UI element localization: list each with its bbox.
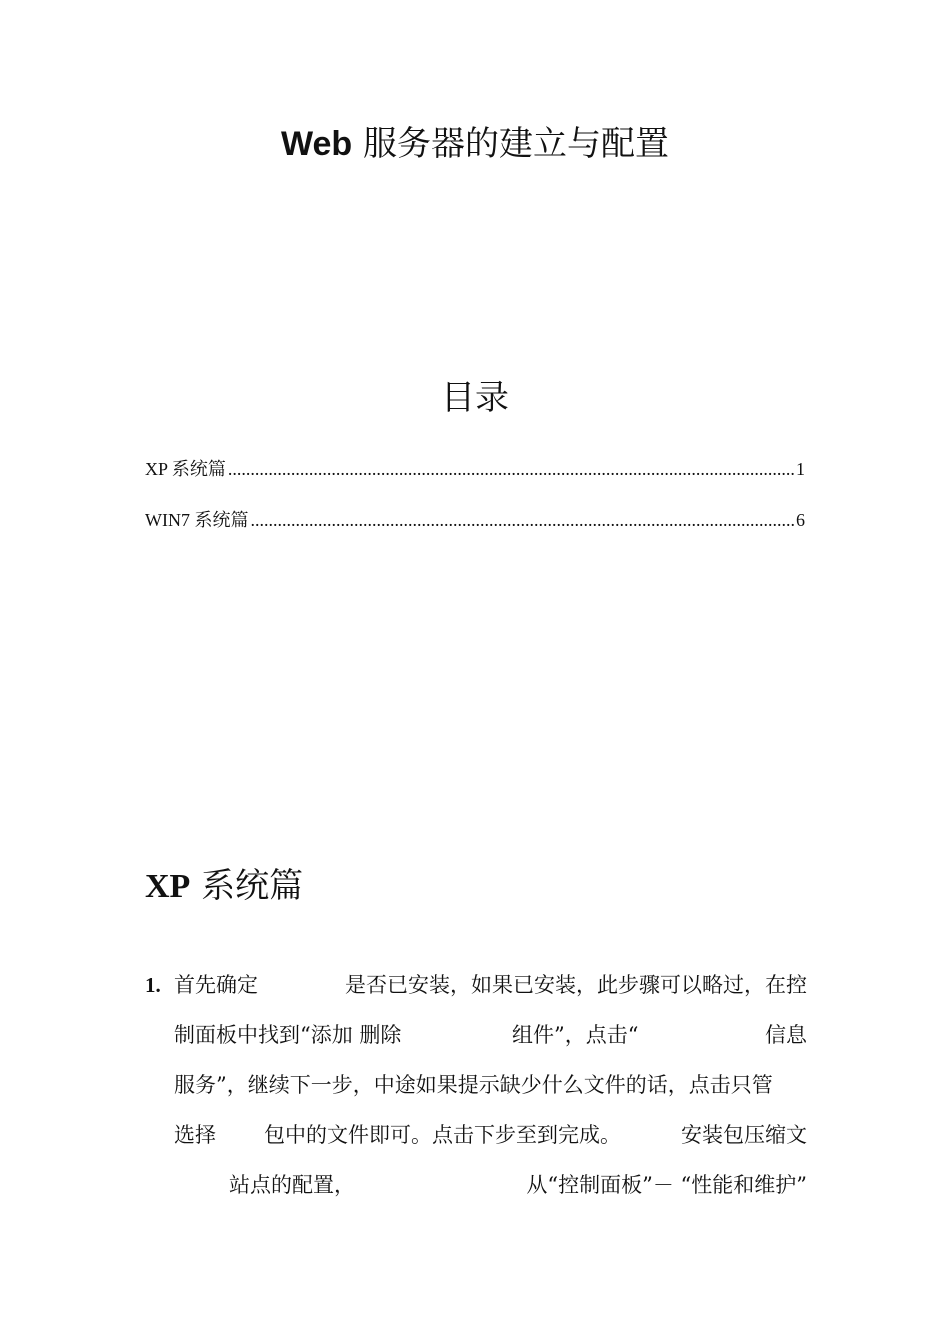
toc-leader-dots: [228, 457, 794, 481]
toc-heading: 目录: [441, 378, 509, 418]
text-segment: 站点的配置，: [229, 1173, 355, 1197]
paragraph-line-3: [174, 1060, 807, 1110]
paragraph-line-5: [174, 1160, 807, 1210]
toc-entry-page: 1: [796, 459, 805, 479]
toc-entry-label: XP 系统篇: [145, 459, 226, 479]
section-heading-latin: XP: [145, 868, 191, 905]
toc-entry-page: 6: [796, 510, 805, 530]
text-segment: 安装包压缩文: [681, 1123, 807, 1147]
document-title: [0, 122, 950, 166]
text-segment: 首先确定: [174, 973, 258, 997]
section-heading-xp: [145, 862, 303, 911]
paragraph-line-2: [174, 1010, 807, 1060]
toc-entry-win7[interactable]: [145, 508, 805, 532]
text-segment: 包中的文件即可。点击下步至到完成。: [264, 1123, 621, 1147]
text-segment: 服务”，继续下一步，中途如果提示缺少什么文件的话，点击只管: [174, 1073, 773, 1097]
toc-entry-xp[interactable]: [145, 457, 805, 481]
title-cjk: 服务器的建立与配置: [352, 124, 669, 164]
text-segment: 是否已安装，如果已安装，此步骤可以略过，在控: [345, 973, 807, 997]
text-segment: 选择: [174, 1123, 216, 1147]
paragraph-line-4: [174, 1110, 807, 1160]
list-item-number: 1.: [145, 973, 161, 997]
toc-entry-label: WIN7 系统篇: [145, 510, 249, 530]
toc-leader-dots: [250, 508, 794, 532]
section-heading-cjk: 系统篇: [190, 866, 304, 906]
text-segment: 信息: [765, 1023, 807, 1047]
text-segment: 组件”，点击“: [512, 1023, 639, 1047]
title-latin: Web: [281, 125, 353, 163]
paragraph-line-1: [174, 960, 807, 1010]
text-segment: 制面板中找到“添加 删除: [174, 1023, 402, 1047]
text-segment: 从“控制面板”－ “性能和维护”: [526, 1173, 807, 1197]
